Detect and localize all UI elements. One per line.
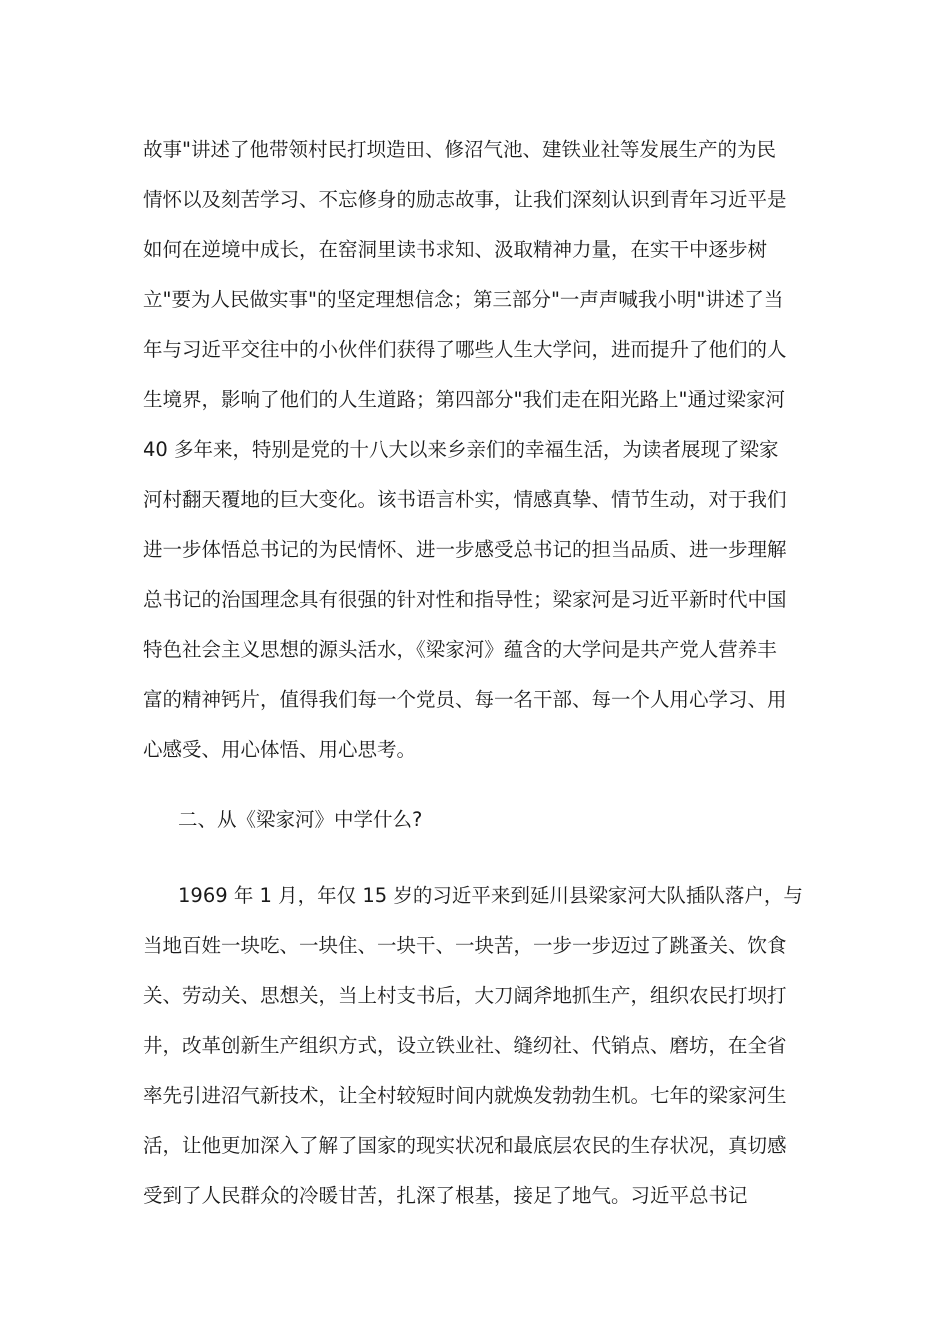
paragraph-line: 井，改革创新生产组织方式，设立铁业社、缝纫社、代销点、磨坊，在全省 [143,1034,787,1057]
paragraph-line: 生境界，影响了他们的人生道路；第四部分"我们走在阳光路上"通过梁家河 [143,388,785,411]
paragraph-line: 故事"讲述了他带领村民打坝造田、修沼气池、建铁业社等发展生产的为民 [143,138,776,161]
paragraph-line: 年与习近平交往中的小伙伴们获得了哪些人生大学问，进而提升了他们的人 [143,338,787,361]
paragraph-line: 40 多年来，特别是党的十八大以来乡亲们的幸福生活，为读者展现了梁家 [143,438,779,461]
paragraph-line: 关、劳动关、思想关，当上村支书后，大刀阔斧地抓生产，组织农民打坝打 [143,984,787,1007]
paragraph-line: 总书记的治国理念具有很强的针对性和指导性；梁家河是习近平新时代中国 [143,588,787,611]
paragraph-line: 特色社会主义思想的源头活水，《梁家河》蕴含的大学问是共产党人营养丰 [143,638,777,661]
heading-text: 二、从《梁家河》中学什么? [178,808,423,831]
paragraph-line: 富的精神钙片，值得我们每一个党员、每一名干部、每一个人用心学习、用 [143,688,787,711]
paragraph-line: 受到了人民群众的冷暖甘苦，扎深了根基，接足了地气。习近平总书记 [143,1184,748,1207]
paragraph-line: 河村翻天覆地的巨大变化。该书语言朴实，情感真挚、情节生动，对于我们 [143,488,787,511]
paragraph-line: 心感受、用心体悟、用心思考。 [143,738,417,761]
paragraph-line: 1969 年 1 月，年仅 15 岁的习近平来到延川县梁家河大队插队落户，与 [178,884,803,907]
paragraph-line: 如何在逆境中成长，在窑洞里读书求知、汲取精神力量，在实干中逐步树 [143,238,768,261]
paragraph-line: 情怀以及刻苦学习、不忘修身的励志故事，让我们深刻认识到青年习近平是 [143,188,787,211]
paragraph-line: 进一步体悟总书记的为民情怀、进一步感受总书记的担当品质、进一步理解 [143,538,787,561]
paragraph-line: 当地百姓一块吃、一块住、一块干、一块苦，一步一步迈过了跳蚤关、饮食 [143,934,787,957]
paragraph-line: 活，让他更加深入了解了国家的现实状况和最底层农民的生存状况，真切感 [143,1134,787,1157]
paragraph-line: 立"要为人民做实事"的坚定理想信念；第三部分"一声声喊我小明"讲述了当 [143,288,784,311]
paragraph-line: 率先引进沼气新技术，让全村较短时间内就焕发勃勃生机。七年的梁家河生 [143,1084,787,1107]
